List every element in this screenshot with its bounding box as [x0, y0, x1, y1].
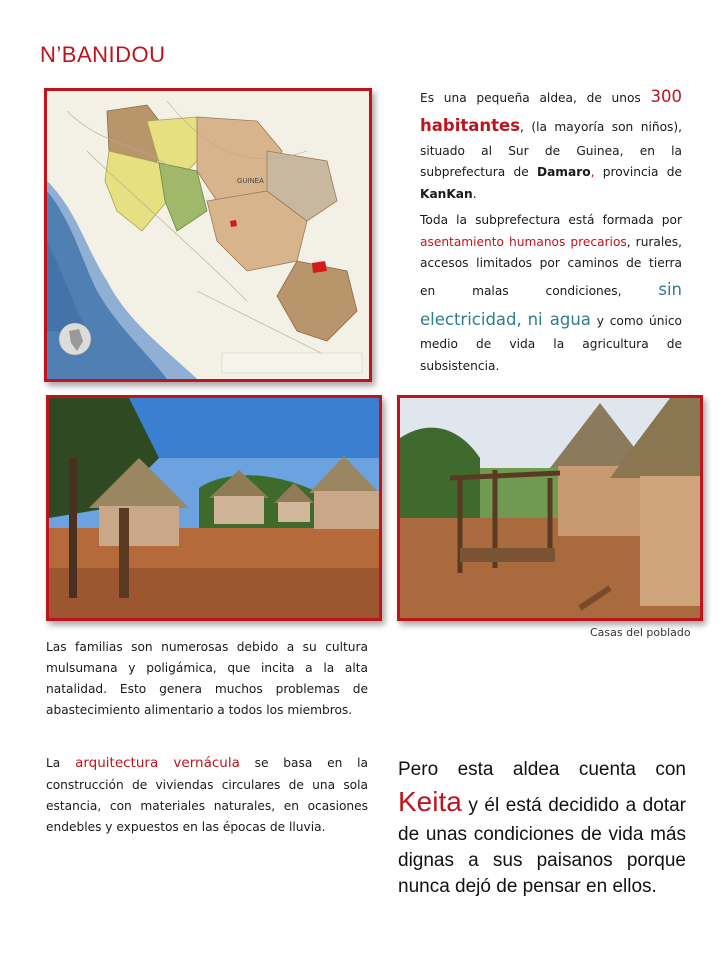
families-paragraph: Las familias son numerosas debido a su cultura mulsumana y poligámica, que incita a la alta natalidad. Esto genera muchos problemas de abastecimiento alimentario a todos los miembros.: [46, 640, 368, 717]
map-country-label: GUINEA: [237, 178, 264, 185]
map-illustration: [47, 91, 369, 379]
page-title: N’BANIDOU: [40, 42, 166, 67]
village-houses-illustration: [49, 398, 379, 618]
keita-paragraph: Pero esta aldea cuenta con Keita y él está decidido a dotar de unas condiciones de vida más dignas a sus paisanos porque nunca dejó de pensar en ellos.: [398, 759, 686, 898]
village-photo-houses: [46, 395, 382, 621]
intro-paragraph: Es una pequeña aldea, de unos 300 habitantes, (la mayoría son niños), situado al Sur de Guinea, en la subprefectura de Damaro, provincia de KanKan.: [420, 87, 682, 202]
guinea-map: [44, 88, 372, 382]
conditions-paragraph: Toda la subprefectura está formada por asentamiento humanos precarios, rurales, accesos limitados por caminos de tierra en malas condiciones, sin electricidad, ni agua y como único medio de vida la agricultura de subsistencia.: [420, 213, 683, 373]
village-photo-hut: [397, 395, 703, 621]
architecture-paragraph: La arquitectura vernácula se basa en la construcción de viviendas circulares de una sola estancia, con materiales naturales, en ocasiones endebles y expuestos en las épocas de lluvia.: [46, 755, 368, 835]
photo-caption: Casas del poblado: [590, 626, 691, 639]
hut-illustration: [400, 398, 700, 618]
